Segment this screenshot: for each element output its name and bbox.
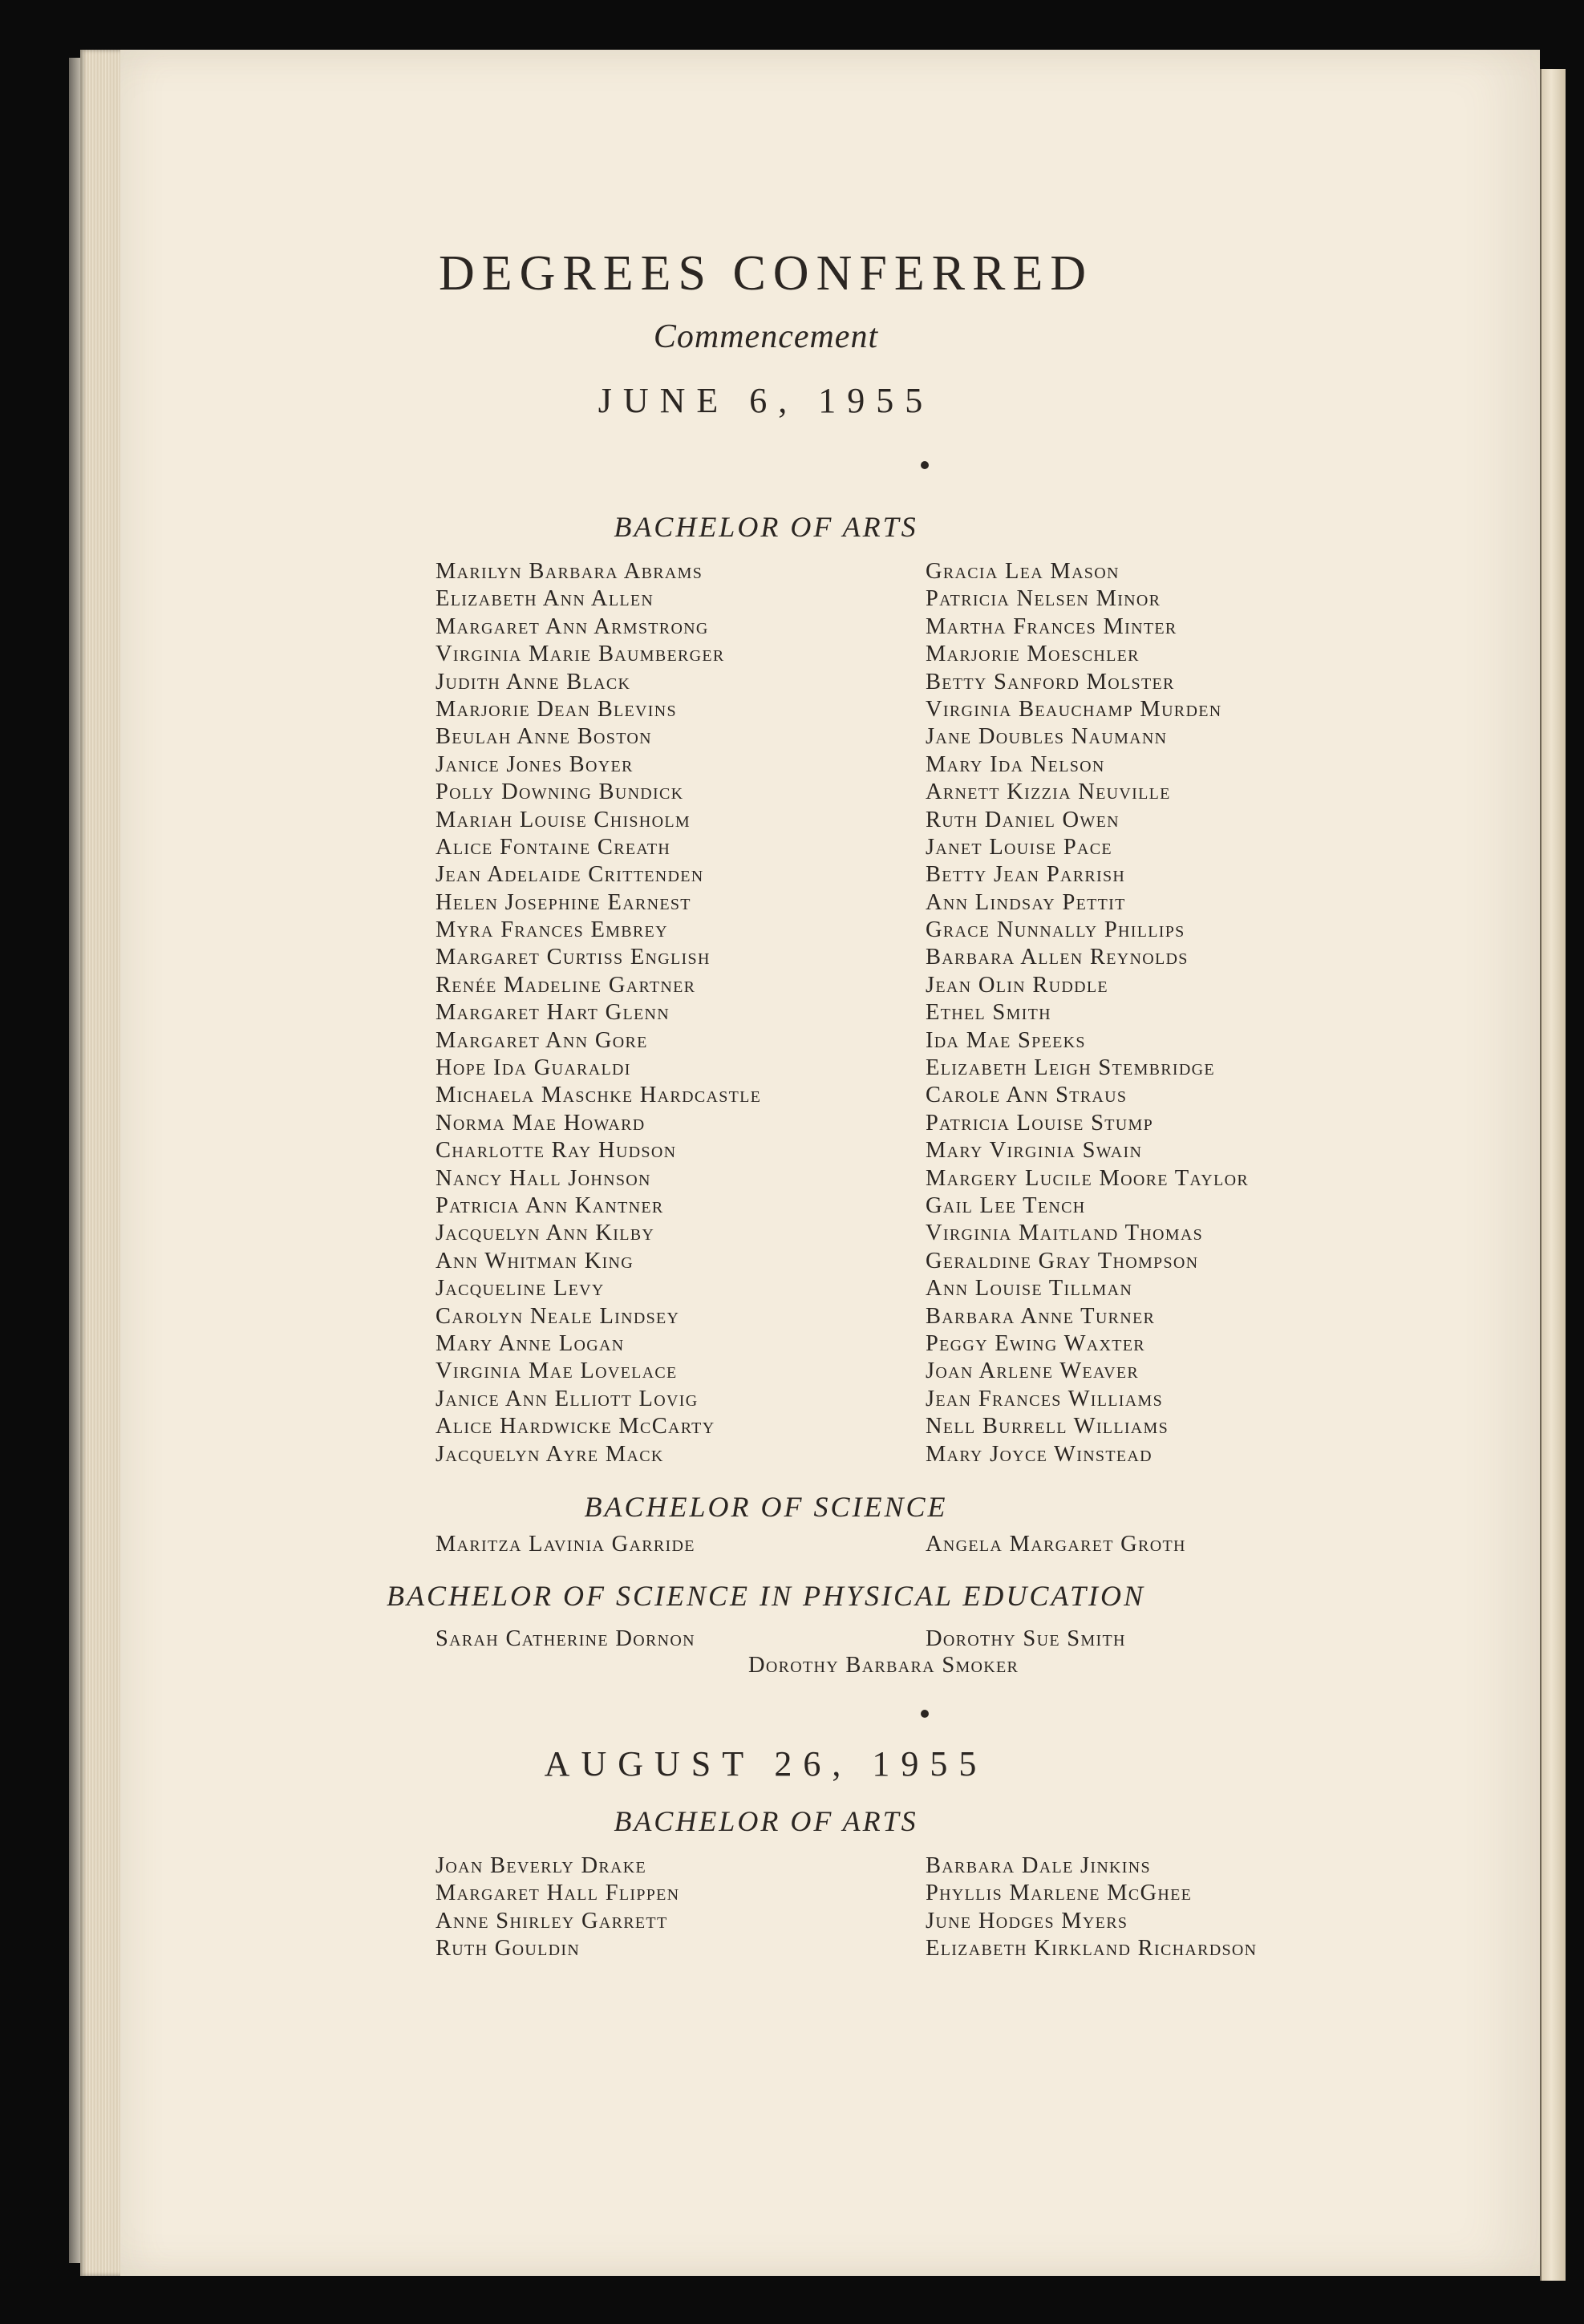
- graduate-name: Charlotte Ray Hudson: [435, 1138, 677, 1164]
- graduate-name: Marjorie Moeschler: [926, 642, 1140, 667]
- graduate-name: Hope Ida Guaraldi: [435, 1055, 631, 1081]
- graduate-name: Jacqueline Levy: [435, 1276, 605, 1302]
- graduate-name: Margaret Hart Glenn: [435, 1000, 670, 1026]
- graduate-name: Ann Lindsay Pettit: [926, 889, 1126, 915]
- graduate-name: Grace Nunnally Phillips: [926, 917, 1185, 943]
- graduate-name: Elizabeth Ann Allen: [435, 586, 654, 612]
- graduate-name: Beulah Anne Boston: [435, 724, 652, 750]
- graduate-name: Virginia Beauchamp Murden: [926, 696, 1222, 722]
- june-bachelor-of-arts-list-right: [926, 558, 1249, 1468]
- graduate-name: Angela Margaret Groth: [926, 1532, 1186, 1557]
- graduate-name: Jacquelyn Ann Kilby: [435, 1221, 655, 1246]
- june-bachelor-of-science-list-left: [435, 1531, 695, 1558]
- graduate-name: Peggy Ewing Waxter: [926, 1330, 1145, 1356]
- graduate-name: Ann Whitman King: [435, 1248, 634, 1273]
- june-bachelor-of-science-physical-education-heading: BACHELOR OF SCIENCE IN PHYSICAL EDUCATION: [386, 1580, 1146, 1612]
- graduate-name: Helen Josephine Earnest: [435, 889, 691, 915]
- graduate-name: Ruth Gouldin: [435, 1936, 581, 1962]
- graduate-name: Arnett Kizzia Neuville: [926, 779, 1171, 805]
- graduate-name: Janet Louise Pace: [926, 834, 1112, 860]
- graduate-name: Jacquelyn Ayre Mack: [435, 1441, 664, 1467]
- facing-page-edge: [1540, 69, 1566, 2281]
- graduate-name: Ida Mae Speeks: [926, 1027, 1086, 1053]
- graduate-name: Mary Anne Logan: [435, 1330, 625, 1356]
- graduate-name: Virginia Maitland Thomas: [926, 1221, 1204, 1246]
- june-physical-education-list-right: [926, 1626, 1126, 1653]
- graduate-name: Gail Lee Tench: [926, 1192, 1086, 1218]
- graduate-name: Mary Joyce Winstead: [926, 1441, 1153, 1467]
- graduate-name: Carolyn Neale Lindsey: [435, 1303, 680, 1329]
- graduate-name: Alice Fontaine Creath: [435, 834, 671, 860]
- august-bachelor-of-arts-heading: BACHELOR OF ARTS: [614, 1805, 918, 1837]
- graduate-name: Jean Adelaide Crittenden: [435, 862, 704, 888]
- graduate-name: Barbara Allen Reynolds: [926, 945, 1189, 970]
- graduate-name: Barbara Dale Jinkins: [926, 1853, 1151, 1878]
- graduate-name: Janice Jones Boyer: [435, 751, 634, 777]
- graduate-name: Barbara Anne Turner: [926, 1303, 1156, 1329]
- graduate-name: Margaret Ann Gore: [435, 1027, 648, 1053]
- graduate-name: Sarah Catherine Dornon: [435, 1626, 695, 1651]
- graduate-name: Renée Madeline Gartner: [435, 972, 696, 998]
- august-date-heading: AUGUST 26, 1955: [544, 1744, 988, 1783]
- graduate-name: Carole Ann Straus: [926, 1083, 1128, 1108]
- june-bachelor-of-arts-heading: BACHELOR OF ARTS: [614, 511, 918, 543]
- august-bachelor-of-arts-list-left: [435, 1852, 679, 1963]
- graduate-name: Alice Hardwicke McCarty: [435, 1414, 715, 1439]
- graduate-name: Elizabeth Kirkland Richardson: [926, 1936, 1258, 1962]
- graduate-name: Phyllis Marlene McGhee: [926, 1881, 1193, 1906]
- section-bullet: [921, 1710, 929, 1718]
- page-subtitle: Commencement: [653, 318, 879, 355]
- graduate-name: Dorothy Sue Smith: [926, 1626, 1126, 1651]
- graduate-name: Joan Beverly Drake: [435, 1853, 646, 1878]
- graduate-name: Michaela Maschke Hardcastle: [435, 1083, 762, 1108]
- june-bachelor-of-science-heading: BACHELOR OF SCIENCE: [584, 1491, 948, 1523]
- graduate-name: Mariah Louise Chisholm: [435, 807, 691, 832]
- graduate-name: Ann Louise Tillman: [926, 1276, 1133, 1302]
- graduate-name: Gracia Lea Mason: [926, 559, 1120, 584]
- graduate-name: Virginia Marie Baumberger: [435, 642, 725, 667]
- june-bachelor-of-science-list-right: [926, 1531, 1186, 1558]
- graduate-name: Elizabeth Leigh Stembridge: [926, 1055, 1215, 1081]
- graduate-name: Martha Frances Minter: [926, 613, 1177, 639]
- graduate-name: Ruth Daniel Owen: [926, 807, 1120, 832]
- graduate-name: Nell Burrell Williams: [926, 1414, 1169, 1439]
- graduate-name: Patricia Nelsen Minor: [926, 586, 1161, 612]
- graduate-name: Ethel Smith: [926, 1000, 1051, 1026]
- page-title: DEGREES CONFERRED: [438, 246, 1094, 301]
- graduate-name: Jane Doubles Naumann: [926, 724, 1168, 750]
- graduate-name: Betty Jean Parrish: [926, 862, 1126, 888]
- graduate-name: Margaret Curtiss English: [435, 945, 711, 970]
- graduate-name: Anne Shirley Garrett: [435, 1908, 668, 1933]
- graduate-name: Margery Lucile Moore Taylor: [926, 1165, 1249, 1191]
- graduate-name: Marjorie Dean Blevins: [435, 696, 677, 722]
- graduate-name: Polly Downing Bundick: [435, 779, 684, 805]
- graduate-name: Maritza Lavinia Garride: [435, 1532, 695, 1557]
- graduate-name: Margaret Hall Flippen: [435, 1881, 680, 1906]
- graduate-name: Mary Ida Nelson: [926, 751, 1105, 777]
- june-bachelor-of-arts-list-left: [435, 558, 761, 1468]
- june-date-heading: JUNE 6, 1955: [598, 381, 934, 420]
- graduate-name: Norma Mae Howard: [435, 1110, 646, 1136]
- graduate-name: Mary Virginia Swain: [926, 1138, 1143, 1164]
- june-physical-education-list-left: [435, 1626, 695, 1653]
- graduate-name: Margaret Ann Armstrong: [435, 613, 709, 639]
- graduate-name: Nancy Hall Johnson: [435, 1165, 651, 1191]
- graduate-name: Patricia Ann Kantner: [435, 1192, 664, 1218]
- graduate-name: Virginia Mae Lovelace: [435, 1358, 678, 1384]
- section-bullet: [921, 461, 929, 469]
- graduate-name: Joan Arlene Weaver: [926, 1358, 1139, 1384]
- graduate-name: Betty Sanford Molster: [926, 669, 1175, 694]
- graduate-name: Marilyn Barbara Abrams: [435, 559, 703, 584]
- august-bachelor-of-arts-list-right: [926, 1852, 1257, 1963]
- graduate-name: Janice Ann Elliott Lovig: [435, 1386, 699, 1411]
- graduate-name: Patricia Louise Stump: [926, 1110, 1153, 1136]
- graduate-name: Judith Anne Black: [435, 669, 631, 694]
- graduate-name: Jean Frances Williams: [926, 1386, 1163, 1411]
- graduate-name: June Hodges Myers: [926, 1908, 1128, 1933]
- graduate-name: Geraldine Gray Thompson: [926, 1248, 1199, 1273]
- graduate-name: Myra Frances Embrey: [435, 917, 668, 943]
- graduate-name: Jean Olin Ruddle: [926, 972, 1108, 998]
- june-physical-education-centered-name: Dorothy Barbara Smoker: [748, 1653, 1019, 1678]
